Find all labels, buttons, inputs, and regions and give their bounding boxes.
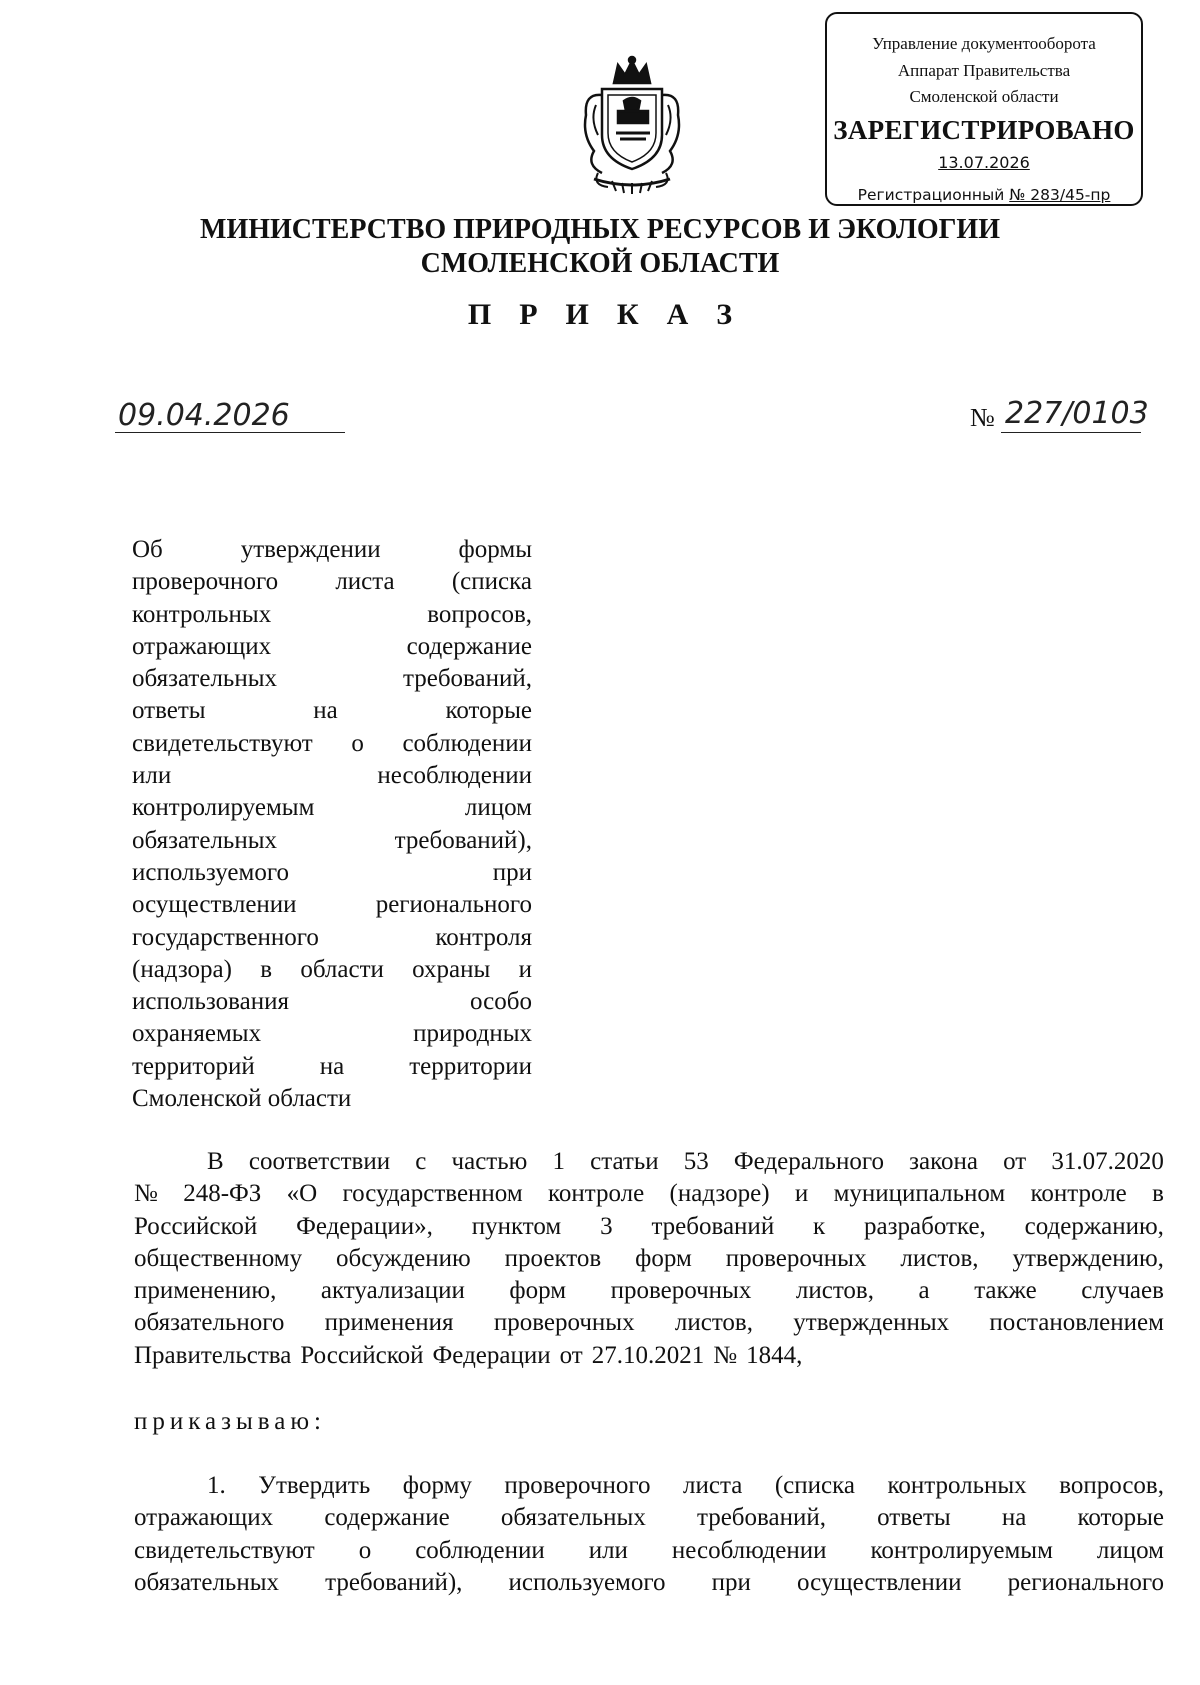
- stamp-reg-number: Регистрационный № 283/45-пр: [857, 186, 1111, 204]
- word: используемого: [508, 1568, 666, 1596]
- word: а: [918, 1277, 930, 1305]
- word: также: [974, 1277, 1037, 1305]
- word: и: [794, 1180, 809, 1208]
- subject-line: охраняемых природных: [132, 1020, 532, 1048]
- word: Российской: [300, 1341, 424, 1369]
- document-type-letter: И: [565, 298, 589, 331]
- word: к: [813, 1212, 826, 1240]
- word: соблюдении: [415, 1536, 545, 1564]
- word: листов,: [795, 1277, 874, 1305]
- word: государственном: [342, 1180, 523, 1208]
- word: проверочных: [493, 1309, 635, 1337]
- subject-line: проверочного листа (списка: [132, 568, 532, 596]
- number-underline: [1001, 432, 1141, 433]
- word: свидетельствуют: [134, 1536, 315, 1564]
- document-type-letter: П: [467, 298, 492, 331]
- word: 31.07.2020: [1051, 1148, 1164, 1175]
- subject-line: используемого при: [132, 858, 532, 886]
- word: 53: [683, 1148, 709, 1175]
- ministry-title-line2: СМОЛЕНСКОЙ ОБЛАСТИ: [420, 248, 780, 279]
- word: утвержденных: [793, 1309, 950, 1337]
- word: 27.10.2021: [591, 1341, 705, 1369]
- word: 1.: [207, 1472, 226, 1499]
- document-number: 227/0103: [1005, 396, 1149, 431]
- word: утверждению,: [1012, 1244, 1164, 1272]
- word: проектов: [504, 1244, 602, 1272]
- word: соответствии: [248, 1148, 391, 1175]
- word: Федерации»,: [296, 1212, 433, 1240]
- word: при: [711, 1568, 751, 1596]
- word: контрольных: [887, 1472, 1027, 1499]
- preamble-line: [134, 1340, 1164, 1372]
- word: с: [415, 1148, 427, 1175]
- word: 248-ФЗ: [183, 1180, 262, 1208]
- word: статьи: [590, 1148, 659, 1175]
- subject-line: осуществлении регионального: [132, 891, 532, 919]
- word: обязательных: [500, 1504, 646, 1532]
- word: (списка: [774, 1472, 855, 1499]
- word: листа: [683, 1472, 743, 1499]
- order-word: приказываю:: [134, 1408, 326, 1435]
- word: содержание: [324, 1504, 450, 1532]
- word: содержанию,: [1024, 1212, 1164, 1240]
- word: актуализации: [320, 1277, 465, 1305]
- subject-line: контролируемым лицом: [132, 794, 532, 822]
- ministry-title: [0, 213, 1200, 281]
- subject-line: территорий на территории: [132, 1052, 532, 1080]
- subject-line: обязательных требований,: [132, 665, 532, 693]
- word: Правительства: [134, 1341, 292, 1369]
- document-type-letter: А: [666, 298, 689, 331]
- stamp-office: Аппарат Правительства: [897, 61, 1071, 80]
- word: пунктом: [471, 1212, 562, 1240]
- preamble-line: [134, 1178, 1164, 1210]
- word: от: [559, 1341, 583, 1369]
- word: проверочных: [725, 1244, 867, 1272]
- word: ответы: [877, 1504, 951, 1532]
- word: контроле: [547, 1180, 645, 1208]
- preamble-paragraph: [134, 1146, 1164, 1372]
- coat-of-arms-icon: [572, 55, 692, 195]
- subject-line: свидетельствуют о соблюдении: [132, 729, 532, 757]
- document-type: [0, 298, 1200, 332]
- word: 1844,: [746, 1341, 803, 1369]
- word: или: [588, 1536, 628, 1564]
- word: контролируемым: [870, 1536, 1053, 1564]
- word: лицом: [1096, 1536, 1164, 1564]
- word: которые: [1077, 1504, 1164, 1532]
- word: Утвердить: [258, 1472, 371, 1499]
- number-sign: №: [970, 403, 995, 432]
- preamble-line: [134, 1211, 1164, 1243]
- word: от: [1003, 1148, 1027, 1175]
- preamble-line: [134, 1243, 1164, 1275]
- word: на: [1001, 1504, 1027, 1532]
- document-subject: [132, 534, 532, 1115]
- word: случаев: [1081, 1277, 1164, 1305]
- word: контроле: [1030, 1180, 1127, 1208]
- subject-line: ответы на которые: [132, 697, 532, 725]
- word: общественному: [134, 1244, 303, 1272]
- subject-line: государственного контроля: [132, 923, 532, 951]
- item-1-paragraph: [134, 1470, 1164, 1599]
- word: обязательных: [134, 1568, 279, 1596]
- word: форм: [635, 1244, 692, 1272]
- word: муниципальном: [833, 1180, 1006, 1208]
- word: отражающих: [134, 1504, 274, 1532]
- subject-line: Смоленской области: [132, 1085, 352, 1113]
- word: требований: [651, 1212, 775, 1240]
- subject-line: (надзора) в области охраны и: [132, 955, 532, 983]
- item-1-line: [134, 1502, 1164, 1534]
- ministry-title-line1: МИНИСТЕРСТВО ПРИРОДНЫХ РЕСУРСОВ И ЭКОЛОГИИ: [200, 214, 1000, 245]
- registration-stamp: [825, 12, 1143, 206]
- word: (надзоре): [669, 1180, 770, 1208]
- word: о: [358, 1536, 372, 1564]
- word: в: [1152, 1180, 1164, 1208]
- word: Российской: [134, 1212, 258, 1240]
- word: применению,: [134, 1277, 277, 1305]
- item-1-line: [134, 1535, 1164, 1567]
- word: требований),: [325, 1568, 463, 1596]
- word: №: [713, 1341, 738, 1369]
- subject-line: отражающих содержание: [132, 632, 532, 660]
- preamble-line: [134, 1275, 1164, 1307]
- word: Федерации: [432, 1341, 551, 1369]
- word: регионального: [1007, 1568, 1164, 1596]
- word: осуществлении: [796, 1568, 962, 1596]
- subject-line: контрольных вопросов,: [132, 600, 532, 628]
- subject-line: использования особо: [132, 988, 532, 1016]
- word: проверочного: [504, 1472, 651, 1499]
- word: проверочных: [610, 1277, 752, 1305]
- date-underline: [115, 432, 345, 433]
- stamp-department: Управление документооборота: [872, 34, 1096, 53]
- stamp-region: Смоленской области: [909, 87, 1059, 106]
- word: Федерального: [733, 1148, 884, 1175]
- word: разработке,: [864, 1212, 986, 1240]
- subject-line: или несоблюдении: [132, 762, 532, 790]
- preamble-line: [134, 1307, 1164, 1339]
- stamp-status: ЗАРЕГИСТРИРОВАНО: [833, 115, 1135, 145]
- word: требований,: [696, 1504, 826, 1532]
- subject-line: обязательных требований),: [132, 826, 532, 854]
- word: форму: [402, 1472, 472, 1499]
- word: частью: [451, 1148, 528, 1175]
- word: обязательного: [134, 1309, 285, 1337]
- word: №: [134, 1180, 158, 1208]
- document-date: 09.04.2026: [118, 398, 290, 433]
- word: форм: [509, 1277, 567, 1305]
- word: закона: [909, 1148, 978, 1175]
- word: постановлением: [989, 1309, 1164, 1337]
- item-1-line: [134, 1567, 1164, 1599]
- word: вопросов,: [1059, 1472, 1164, 1499]
- word: несоблюдении: [671, 1536, 827, 1564]
- item-1-line: [134, 1470, 1164, 1502]
- subject-line: Об утверждении формы: [132, 536, 532, 563]
- word: 1: [552, 1148, 565, 1175]
- document-type-letter: К: [616, 298, 639, 331]
- preamble-line: [134, 1146, 1164, 1178]
- word: обсуждению: [336, 1244, 471, 1272]
- word: применения: [324, 1309, 454, 1337]
- document-type-letter: З: [716, 298, 733, 331]
- word: «О: [286, 1180, 318, 1208]
- document-type-letter: Р: [519, 298, 538, 331]
- word: 3: [600, 1212, 613, 1240]
- word: листов,: [674, 1309, 753, 1337]
- word: В: [207, 1148, 224, 1175]
- word: листов,: [900, 1244, 979, 1272]
- stamp-date: 13.07.2026: [938, 153, 1030, 172]
